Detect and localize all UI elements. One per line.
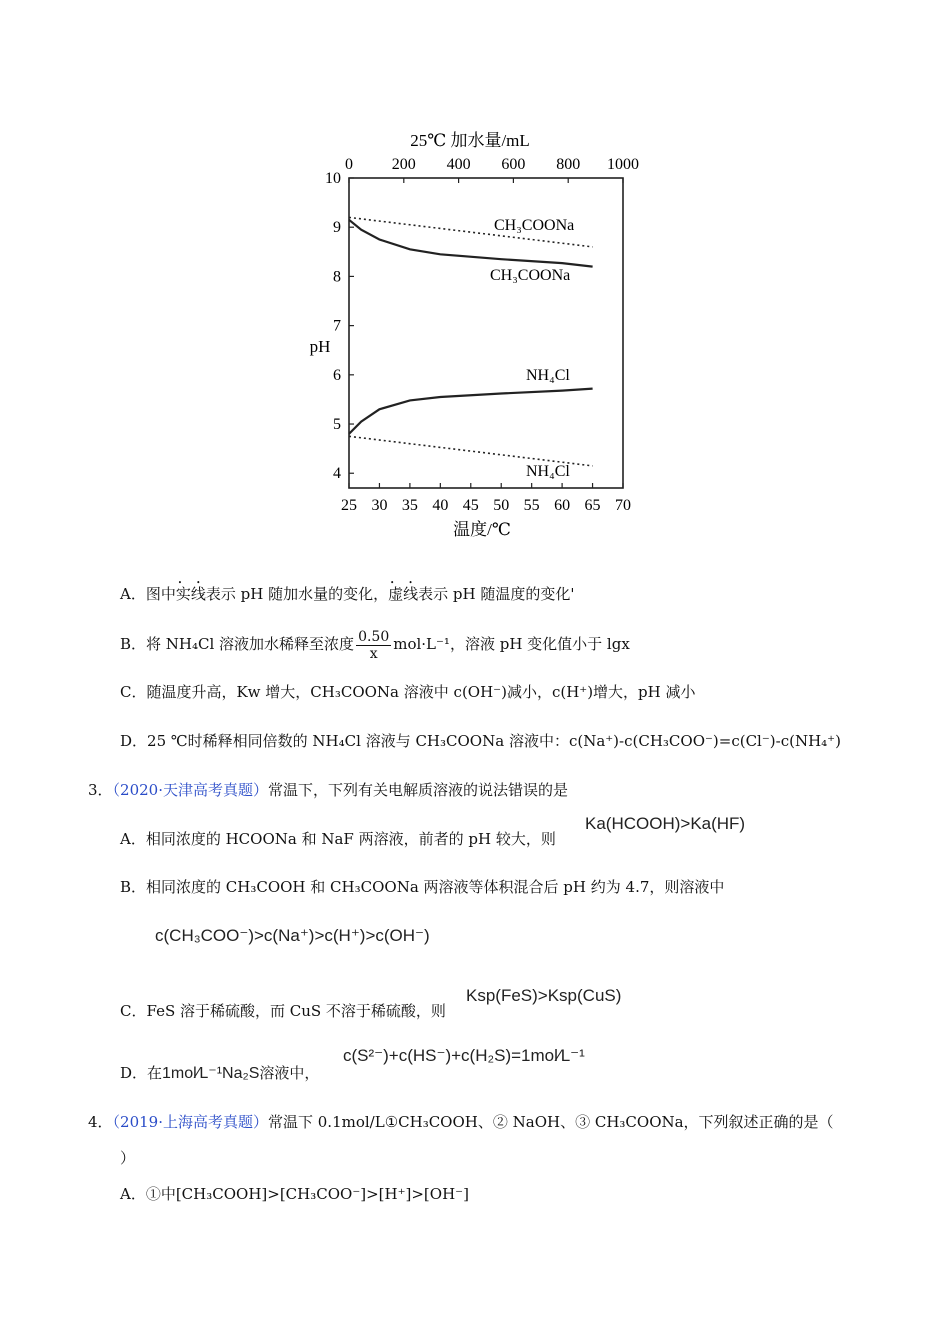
q2-a-pre: A．图中 [120,585,176,603]
q2-b-fraction [356,629,391,662]
series-group [349,217,593,466]
bottom-tick-label: 55 [523,497,540,514]
q3-option-a: A．相同浓度的 HCOONa 和 NaF 两溶液，前者的 pH 较大，则 [120,830,556,848]
q4-stem-text: 常温下 0.1mol/L①CH₃COOH、② NaOH、③ CH₃COONa，下列叙述正确的是（ [268,1113,834,1131]
q3-option-b: B．相同浓度的 CH₃COOH 和 CH₃COONa 两溶液等体积混合后 pH 约为 4.7，则溶液中 [120,878,725,896]
y-tick-label: 6 [333,366,341,384]
q3-d-formula: c(S²⁻)+c(HS⁻)+c(H₂S)=1mol⁄L⁻¹ [343,1046,585,1065]
q3-option-d [120,1062,319,1085]
bottom-tick-label: 30 [371,497,388,514]
label-ch3coona-solid: CH₃COONa [490,267,571,284]
q4-stem [88,1111,834,1133]
q2-option-d: D．25 ℃时稀释相同倍数的 NH₄Cl 溶液与 CH₃COONa 溶液中：c(Na⁺)-c(CH₃COO⁻)=c(Cl⁻)-c(NH₄⁺) [120,732,841,750]
top-tick-label: 200 [391,156,416,173]
q4-stem-end: ） [120,1149,136,1167]
x-axis-label: 温度/℃ [453,520,511,539]
q2-a-post: 表示 pH 随温度的变化' [418,585,575,603]
bottom-tick-label: 70 [615,497,631,514]
q3-b-formula: c(CH₃COO⁻)>c(Na⁺)>c(H⁺)>c(OH⁻) [155,926,430,945]
q3-number: 3． [88,781,113,799]
bottom-tick-label: 25 [341,497,357,514]
q2-b-numerator: 0.50 [358,628,390,645]
q3-stem [88,779,568,801]
label-nh4cl-dotted: NH₄Cl [526,463,570,480]
q3-stem-text: 常温下，下列有关电解质溶液的说法错误的是 [268,781,569,799]
q2-b-denominator: x [369,645,378,662]
series-line-4 [349,436,593,466]
label-nh4cl-solid: NH₄Cl [526,367,570,384]
y-tick-label: 8 [333,268,341,286]
q3-d-concentration: 1mol⁄L⁻¹Na₂S [162,1065,260,1082]
q4-option-a: A．①中[CH₃COOH]>[CH₃COO⁻]>[H⁺]>[OH⁻] [120,1185,469,1203]
q4-number: 4． [88,1113,113,1131]
top-tick-label: 0 [345,156,353,173]
q3-source: （2020·天津高考真题） [112,781,268,799]
y-tick-label: 7 [333,317,341,335]
bottom-tick-label: 45 [462,497,479,514]
q2-option-a [120,583,574,605]
bottom-tick-label: 40 [432,497,449,514]
q2-b-post: mol·L⁻¹，溶液 pH 变化值小于 lgx [393,635,630,653]
q2-a-mid: 表示 pH 随加水量的变化， [205,585,389,603]
ph-chart [290,120,660,550]
q3-c-formula: Ksp(FeS)>Ksp(CuS) [466,986,622,1005]
series-line-3 [349,389,593,434]
y-tick-label: 9 [333,219,341,237]
bottom-tick-label: 60 [554,497,571,514]
bottom-tick-label: 65 [584,497,601,514]
bottom-tick-label: 50 [493,497,510,514]
q4-source: （2019·上海高考真题） [112,1113,268,1131]
q3-a-formula: Ka(HCOOH)>Ka(HF) [585,814,746,833]
y-tick-label: 10 [325,170,341,187]
q2-option-c: C．随温度升高，Kw 增大，CH₃COONa 溶液中 c(OH⁻)减小，c(H⁺)增大，pH 减小 [120,683,696,701]
q3-d-mid: 溶液中， [259,1064,320,1082]
q2-option-b [120,624,630,664]
top-tick-label: 800 [556,156,581,173]
q3-option-c: C．FeS 溶于稀硫酸，而 CuS 不溶于稀硫酸，则 [120,1002,446,1020]
q2-b-pre: B．将 NH₄Cl 溶液加水稀释至浓度 [120,635,355,653]
top-tick-label: 400 [446,156,471,173]
bottom-tick-label: 35 [401,497,418,514]
top-tick-label: 600 [501,156,526,173]
chart-title: 25℃ 加水量/mL [410,131,530,150]
q2-a-word-solid: • • 实线 [176,585,206,603]
label-ch3coona-dotted: CH₃COONa [494,217,575,234]
y-tick-label: 5 [333,416,341,434]
top-axis-ticks [345,156,639,183]
q3-d-pre: D．在 [120,1064,163,1082]
top-tick-label: 1000 [607,156,639,173]
q2-a-word-dotted: • • 虚线 [388,585,418,603]
y-axis-label: pH [309,337,331,356]
y-tick-label: 4 [333,465,341,483]
